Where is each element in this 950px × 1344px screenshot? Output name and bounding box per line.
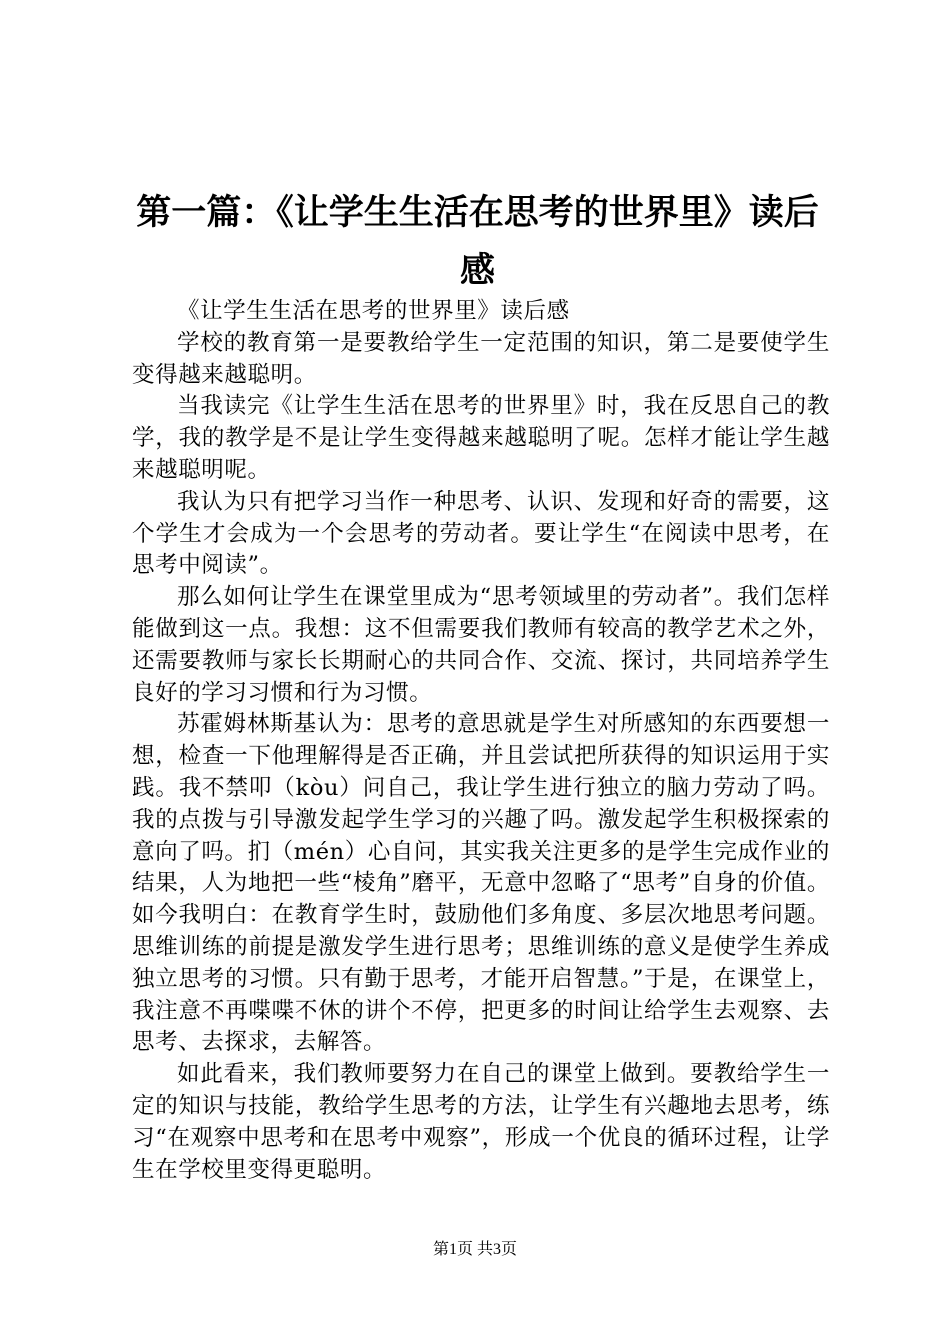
page-number-footer: 第1页 共3页 (432, 1241, 517, 1258)
paragraph-subtitle: 《让学生生活在思考的世界里》读后感 (177, 298, 570, 324)
paragraph: 如此看来，我们教师要努力在自己的课堂上做到。要教给学生一定的知识与技能，教给学生思考的方法，让学生有兴趣地去思考，练习“在观察中思考和在思考中观察”，形成一个优良的循环过程，让学生在学校里变得更聪明。 (132, 1061, 830, 1183)
paragraph: 那么如何让学生在课堂里成为“思考领域里的劳动者”。我们怎样能做到这一点。我想：这不但需要我们教师有较高的教学艺术之外，还需要教师与家长长期耐心的共同合作、交流、探讨，共同培养学生良好的学习习惯和行为习惯。 (132, 584, 830, 706)
document-body (132, 296, 830, 1186)
paragraph: 学校的教育第一是要教给学生一定范围的知识，第二是要使学生变得越来越聪明。 (132, 329, 830, 388)
document-title: 第一篇：《让学生生活在思考的世界里》读后感 (136, 193, 819, 291)
paragraph: 当我读完《让学生生活在思考的世界里》时，我在反思自己的教学，我的教学是不是让学生变得越来越聪明了呢。怎样才能让学生越来越聪明呢。 (132, 393, 830, 483)
paragraph: 我认为只有把学习当作一种思考、认识、发现和好奇的需要，这个学生才会成为一个会思考的劳动者。要让学生“在阅读中思考，在思考中阅读”。 (132, 488, 830, 579)
paragraph: 苏霍姆林斯基认为：思考的意思就是学生对所感知的东西要想一想，检查一下他理解得是否正确，并且尝试把所获得的知识运用于实践。我不禁叩（kòu）问自己，我让学生进行独立的脑力劳动了吗。我的点拨与引导激发起学生学习的兴趣了吗。激发起学生积极探索的意向了吗。扪（mén）心自问，其实我关注更多的是学生完成作业的结果，人为地把一些“棱角”磨平，无意中忽略了“思考”自身的价值。如今我明白：在教育学生时，鼓励他们多角度、多层次地思考问题。思维训练的前提是激发学生进行思考；思维训练的意义是使学生养成独立思考的习惯。只有勤于思考，才能开启智慧。”于是，在课堂上，我注意不再喋喋不休的讲个不停，把更多的时间让给学生去观察、去思考、去探求，去解答。 (132, 711, 830, 1056)
